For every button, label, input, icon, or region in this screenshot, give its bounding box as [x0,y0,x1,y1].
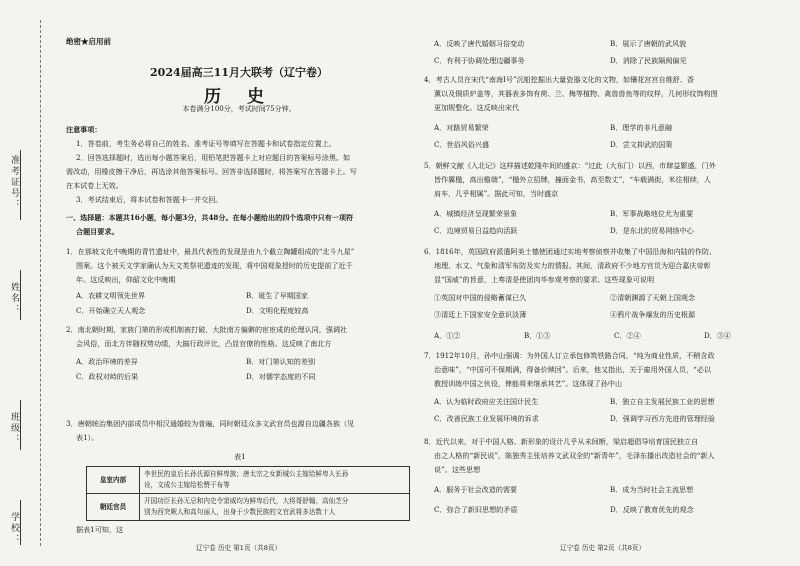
option-d[interactable]: D．尝文抑武的国策 [610,140,673,149]
note-line: 2．回答选择题时，选出每小题答案后，用铅笔把答题卡上对应题目的答案标号涂黑。如 [76,153,351,162]
name-blank [20,270,21,320]
option-d[interactable]: D．文明化程度较高 [246,306,309,315]
table-title: 表1 [234,452,246,461]
page-footer-left: 辽宁卷 历史 第1页（共8页） [196,544,282,552]
option-a[interactable]: A．对路贸易繁荣 [434,123,489,132]
question-7-text: 教授训练中国之伙役，俾能将来继承其艺”。这体现了孙中山 [434,379,623,388]
table-cell-key: 朝廷官员 [87,494,140,521]
question-5-text: 5．朝鲜文献《入北记》这样描述乾隆年间的盛京：“过此（大东门）以西，市肆益繁盛，门外 [424,161,716,170]
table-row [87,467,410,494]
option-c[interactable]: C．弥合了新旧思想的矛盾 [434,505,518,514]
table-cell-value [140,494,410,521]
table-cell-line: 开国功臣长孙无忌和内史令窦威均为鲜卑后代，大将哥舒翰、高仙芝分 [144,497,349,505]
class-label: 班级： [9,412,19,445]
table-cell-line: 别为西突厥人和高句丽人，出身于少数民族的文官武将多达数十人 [144,508,336,516]
option-b[interactable]: B．独立自主发展民族工业的思想 [610,397,715,406]
option-d[interactable]: D．③④ [704,331,731,340]
section-heading-cont: 合题目要求。 [76,227,119,236]
question-3-stem: 据表1可知，这 [76,525,124,534]
option-b[interactable]: B．诞生了早期国家 [246,291,308,300]
note-line: 在本试卷上无效。 [66,181,123,190]
question-2-text: 2．南北朝时期，家族门第的形成机制被打破，大批南方偏僻的宦宦成的伦理认同，强调社 [66,325,348,334]
option-c[interactable]: C．改善民族工业发展环境的诉求 [434,414,539,423]
option-b[interactable]: B．成为当时社会主流思想 [610,485,694,494]
table-cell-key: 皇室内部 [87,467,140,494]
score-info: 本卷满分100分，考试时间75分钟。 [182,105,296,113]
option-b[interactable]: B．展示了唐朝的武风貌 [610,39,687,48]
notes-heading: 注意事项： [66,125,102,134]
school-label: 学校： [9,512,19,545]
option-c[interactable]: C．政权对峙的后果 [76,372,139,381]
note-line: 需改动，用橡皮擦干净后，再选涂其他答案标号。回答非选择题时，将答案写在答题卡上。写 [66,167,357,176]
question-5-text: 皆作翼楹，高出檐端”，“楹外立招牌，撞面金书，高至数丈”，“车载满街，米往相续，人 [434,175,711,184]
question-7-text: 7．1912年10月，孙中山强调：为外国人订立承包修筑铁路合同，“纯为商业性质，不稍含政 [424,351,715,360]
statement-item: ②清朝渊源了天朝上国观念 [610,293,696,302]
option-a[interactable]: A．农耕文明领先世界 [76,291,145,300]
question-3-text: 3．唐朝统治集团内部成员中相汉通婚较为普遍，同时朝廷众多文武官员也源自边疆各族（见 [66,419,355,428]
option-a[interactable]: A．反映了唐代婚姻习俗变动 [434,39,525,48]
question-6-text: 显“国威”的旨意，上奏清是使团肉毕参观考察的要求。这些现象可说明 [434,275,655,284]
question-8-text: 说”。这些思想 [434,465,481,474]
option-d[interactable]: D．强调学习西方先进的管理经验 [610,414,715,423]
table-1 [86,466,410,521]
admission-number-blank [20,150,21,220]
question-7-text: 治意味”，“中国可不保期满，得备价赎回”。后来，他又指出，关于雇用外国人员，“必以 [434,365,711,374]
question-8-text: 由之人格的“新民说”，陈独秀主张培养文武双全的“新青年”，毛泽东播出改造社会的“新人 [434,451,715,460]
option-c[interactable]: C．②④ [614,331,641,340]
option-a[interactable]: A．①② [434,331,461,340]
question-8-text: 8．近代以来，对于中国人格、新形象的设计几乎从未间断，梁启超倡导培育国民独立自 [424,437,699,446]
question-6-text: 地理、水文、气象和清军布防及实力的情报。其间，清政府不少地方官员为迎合嘉庆帝彰 [434,261,711,270]
question-3-text: 表1）。 [76,433,99,442]
question-4-text: 4．考古人员在宋代“南海Ⅰ号”沉船挖掘出大量瓷器文化的文物，如镶花宫宫自维舒、香 [424,75,694,84]
option-c[interactable]: C．世俗风俗兴盛 [434,140,490,149]
option-a[interactable]: A．服务于社会改造的需要 [434,485,518,494]
statement-item: ①英国对中国的侵略蓄谋已久 [434,293,527,302]
class-blank [20,400,21,450]
option-b[interactable]: B．理学的非凡意融 [610,123,672,132]
question-5-text: 肩车，几乎相属”。据此可知，当时盛京 [434,189,559,198]
option-a[interactable]: A．政治环境的差异 [76,357,138,366]
name-label: 姓名： [9,282,19,315]
section-heading: 一、选择题：本题共16小题，每小题3分，共48分。在每小题给出的四个选项中只有一项符 [66,213,354,222]
option-a[interactable]: A．认为临时政府应关注国计民生 [434,397,539,406]
question-1-text: 1．在那坡文化中晚期的青竹遗址中，最具代表性的发现是由九个截立陶罐组成的“北斗九星” [66,247,355,256]
statement-item: ③清廷上下国家安全意识淡薄 [434,310,527,319]
admission-number-label: 准考证号： [9,155,19,210]
option-d[interactable]: D．对儒学态度的不同 [246,372,316,381]
option-c[interactable]: C．有利于协调处理边疆事务 [434,56,525,65]
note-line: 3．考试结束后，将本试卷和答题卡一并交回。 [76,195,223,204]
school-blank [20,500,21,545]
note-line: 1．答卷前，考生务必将自己的姓名、准考证号等填写在答题卡和试卷指定位置上。 [76,139,336,148]
option-a[interactable]: A．城镇经济呈现繁荣景象 [434,209,518,218]
option-d[interactable]: D．反映了教育优先的观念 [610,505,694,514]
option-d[interactable]: D．消除了民族隔阂偏见 [610,56,687,65]
question-1-text: 年。这反映出，仰韶文化中晚期 [76,275,176,284]
option-b[interactable]: B．军事战略地位尤为重要 [610,209,694,218]
table-cell-line: 李世民的皇后长孙氏源自鲜卑族；唐太宗之女新城公主嫁给鲜卑人长孙 [144,470,349,478]
option-c[interactable]: C．边境贸易日益趋向活跃 [434,226,518,235]
confidential-mark: 绝密★启用前 [66,37,111,46]
table-cell-line: 诠，文成公主嫁给松赞干布等 [144,481,230,489]
question-4-text: 更加规整化。这反映出宋代 [434,103,520,112]
exam-title: 2024届高三11月大联考（辽宁卷） [150,66,328,79]
option-b[interactable]: B．对门第认知的差别 [246,357,316,366]
subject-title: 历 史 [204,87,274,107]
table-cell-value [140,467,410,494]
option-d[interactable]: D．是东北的贸易网络中心 [610,226,694,235]
option-c[interactable]: C．开始确立天人观念 [76,306,146,315]
question-2-text: 会风俗，而北方伴随权势功绩，大搞行政评比，凸显官僚的性格。这反映了南北方 [76,339,332,348]
question-1-text: 图案。这个被天文学家确认为天文类祭祀遗迹的发现，将中国观象授时的历史提前了近千 [76,261,353,270]
question-4-text: 薰以及铜质炉盖等，其器表多饰有荷、兰、梅等植物、禽兽兽鱼等的纹样，几何形纹饰构图 [434,89,718,98]
binding-margin [0,0,60,566]
page-footer-right: 辽宁卷 历史 第2页（共8页） [560,544,646,552]
statement-item: ④鸦片战争爆发的历史根源 [610,310,696,319]
question-6-text: 6．1816年，英国政府派遣阿美士德使团通过实地考察侦察并收集了中国沿海和内陆的作防、 [424,247,717,256]
option-b[interactable]: B．①③ [524,331,551,340]
table-row [87,494,410,521]
seal-line [40,20,41,546]
